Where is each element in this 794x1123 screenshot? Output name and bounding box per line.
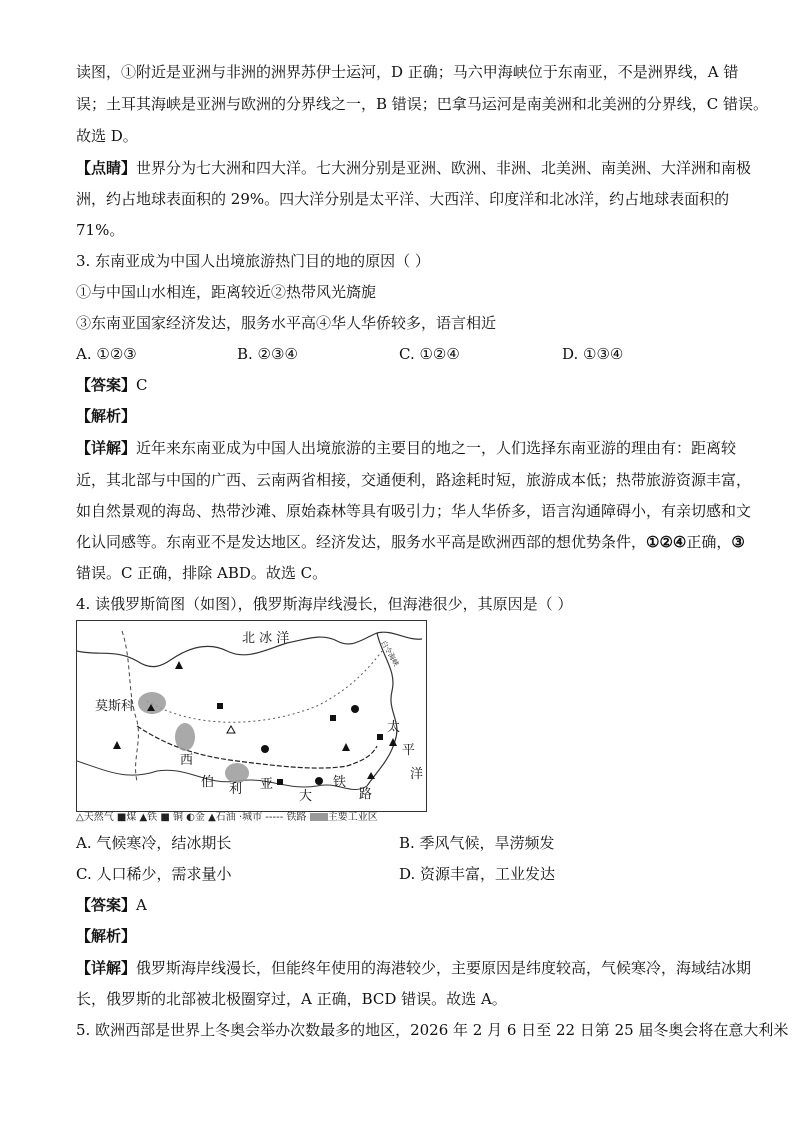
q3-detail-4b: ①②④ xyxy=(646,533,687,551)
q3-stem: 3. 东南亚成为中国人出境旅游热门目的地的原因（ ） xyxy=(76,252,430,270)
q3-answer: C xyxy=(136,376,148,394)
q4-detail-tag: 【详解】 xyxy=(76,959,137,977)
map-legend xyxy=(76,812,378,824)
map-label-tie: 铁 xyxy=(333,775,347,790)
map-label-li: 利 xyxy=(229,782,243,797)
q3-detail-line-1 xyxy=(76,438,736,458)
map-legend-area: 主要工业区 xyxy=(327,812,378,823)
q3-option-c: C. ①②④ xyxy=(399,345,460,363)
q4-answer: A xyxy=(136,896,147,914)
q4-option-a: A. 气候寒冷，结冰期长 xyxy=(76,834,232,852)
q5-stem: 5. 欧洲西部是世界上冬奥会举办次数最多的地区，2026 年 2 月 6 日至 22 日第 25 届冬奥会将在意大利米 xyxy=(76,1021,789,1039)
dianjing-text-1: 世界分为七大洲和四大洋。七大洲分别是亚洲、欧洲、非洲、北美洲、南美洲、大洋洲和南极 xyxy=(136,159,752,177)
coal-symbol xyxy=(330,715,336,721)
q3-detail-4a: 化认同感等。东南亚不是发达地区。经济发达，服务水平高是欧洲西部的想优势条件， xyxy=(76,533,647,551)
oil-symbol xyxy=(175,661,183,669)
map-label-strait: 白令海峡 xyxy=(379,639,401,668)
oil-symbol xyxy=(113,741,121,749)
map-label-da: 大 xyxy=(299,789,313,804)
q4-option-b: B. 季风气候，旱涝频发 xyxy=(399,834,555,852)
q3-detail-4d: ③ xyxy=(731,533,745,551)
q3-detail-line-2: 近，其北部与中国的广西、云南两省相接，交通便利，路途耗时短，旅游成本低；热带旅游资源丰富， xyxy=(76,471,752,489)
legend-industrial-swatch xyxy=(310,813,328,821)
gold-symbol xyxy=(261,745,269,753)
q2-analysis-line-2: 误；土耳其海峡是亚洲与欧洲的分界线之一，B 错误；巴拿马运河是南美洲和北美洲的分界线，C 错误。 xyxy=(76,95,769,113)
map-southern-border xyxy=(77,761,367,790)
q3-detail-tag: 【详解】 xyxy=(76,439,137,457)
gold-symbol xyxy=(351,705,359,713)
map-railway xyxy=(137,726,377,768)
q3-detail-line-3: 如自然景观的海岛、热带沙滩、原始森林等具有吸引力；华人华侨多，语言沟通障碍小，有亲切感和文 xyxy=(76,502,752,520)
industrial-area-urals xyxy=(175,723,195,751)
q3-item-2: ③东南亚国家经济发达，服务水平高④华人华侨较多，语言相近 xyxy=(76,314,497,332)
q4-detail-line-1 xyxy=(76,958,751,978)
q2-analysis-line-3: 故选 D。 xyxy=(76,127,138,145)
q3-option-d: D. ①③④ xyxy=(562,345,624,363)
coal-symbol xyxy=(217,703,223,709)
q3-option-a: A. ①②③ xyxy=(76,345,137,363)
map-label-ya: 亚 xyxy=(260,777,274,792)
map-label-arctic: 北 冰 洋 xyxy=(242,631,290,646)
q3-answer-line xyxy=(76,375,148,395)
dianjing-line-3: 71%。 xyxy=(76,221,125,239)
map-label-pacific-1: 太 xyxy=(387,720,401,735)
russia-map-svg xyxy=(77,621,426,811)
russia-map xyxy=(76,620,427,812)
coal-symbol xyxy=(377,734,383,740)
q4-detail-text-1: 俄罗斯海岸线漫长，但能终年使用的海港较少，主要原因是纬度较高，气候寒冷，海域结冰期 xyxy=(136,959,752,977)
q3-detail-4c: 正确， xyxy=(686,533,732,551)
q4-option-c: C. 人口稀少，需求量小 xyxy=(76,865,232,883)
map-label-pacific-2: 平 xyxy=(402,743,416,758)
coal-symbol xyxy=(277,779,283,785)
map-label-pacific-3: 洋 xyxy=(410,767,424,782)
q3-detail-line-4 xyxy=(76,532,745,552)
q2-analysis-line-1: 读图，①附近是亚洲与非洲的洲界苏伊士运河，D 正确；马六甲海峡位于东南亚，不是洲界线，A 错 xyxy=(76,63,739,81)
q3-option-b: B. ②③④ xyxy=(237,345,298,363)
map-label-moscow: 莫斯科 xyxy=(95,699,135,714)
map-legend-symbols: △天然气 ■煤 ▲铁 ■ 铜 ◐金 ▲石油 ·城市 ----- 铁路 xyxy=(76,812,307,823)
dianjing-line-2: 洲，约占地球表面积的 29%。四大洋分别是太平洋、大西洋、印度洋和北冰洋，约占地球表面积的 xyxy=(76,190,730,208)
q3-analysis-tag: 【解析】 xyxy=(76,407,137,425)
q3-detail-line-5: 错误。C 正确，排除 ABD。故选 C。 xyxy=(76,564,328,582)
gold-symbol xyxy=(315,777,323,785)
map-label-bo: 伯 xyxy=(201,775,215,790)
q4-detail-line-2: 长，俄罗斯的北部被北极圈穿过，A 正确，BCD 错误。故选 A。 xyxy=(76,990,507,1008)
q4-stem: 4. 读俄罗斯简图（如图），俄罗斯海岸线漫长，但海港很少，其原因是（ ） xyxy=(76,595,573,613)
oil-symbol xyxy=(342,743,350,751)
gas-symbol xyxy=(227,726,235,733)
map-label-xi: 西 xyxy=(180,753,194,768)
q3-answer-tag: 【答案】 xyxy=(76,376,137,394)
q3-item-1: ①与中国山水相连，距离较近②热带风光旖旎 xyxy=(76,283,377,301)
q4-answer-line xyxy=(76,895,147,915)
map-label-lu: 路 xyxy=(359,787,373,802)
q3-detail-text-1: 近年来东南亚成为中国人出境旅游的主要目的地之一，人们选择东南亚游的理由有：距离较 xyxy=(136,439,737,457)
dianjing-tag: 【点睛】 xyxy=(76,159,137,177)
q4-answer-tag: 【答案】 xyxy=(76,896,137,914)
q4-analysis-tag: 【解析】 xyxy=(76,927,137,945)
map-arctic-circle xyxy=(147,651,382,722)
dianjing-line-1 xyxy=(76,158,751,178)
iron-symbol xyxy=(367,772,375,779)
q4-option-d: D. 资源丰富，工业发达 xyxy=(399,865,556,883)
